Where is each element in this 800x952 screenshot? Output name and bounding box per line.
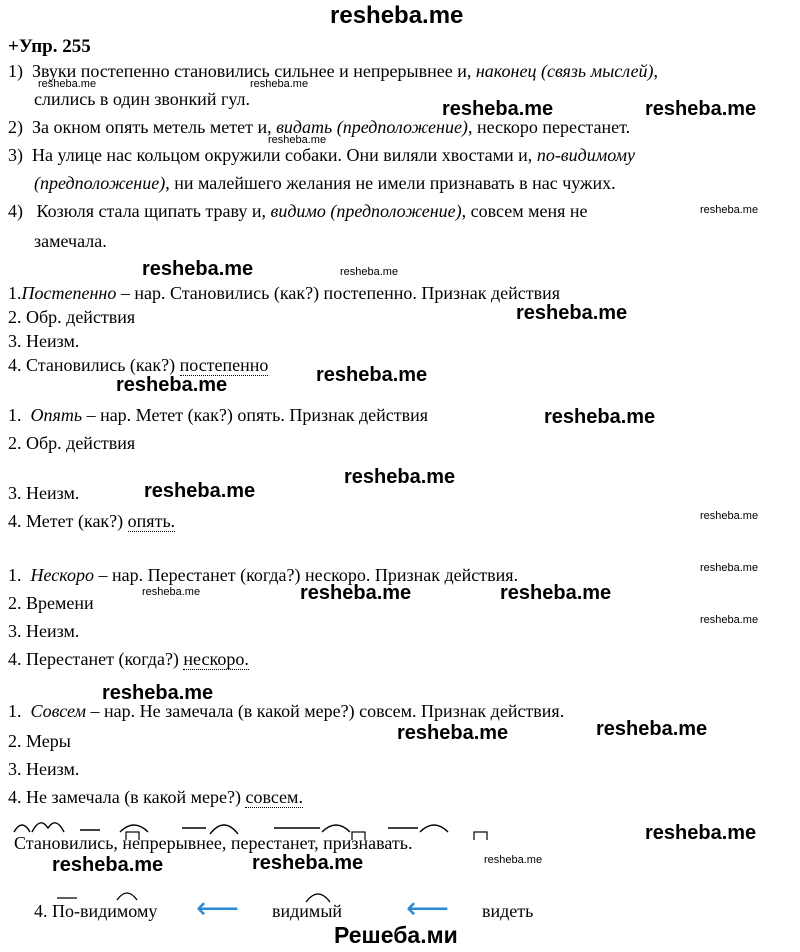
derivation-word-2: видимый <box>272 901 343 921</box>
watermark: resheba.me <box>544 406 656 428</box>
analysis-2-line-3: 3. Неизм. <box>8 483 80 503</box>
watermark: resheba.me <box>516 302 628 324</box>
watermark: resheba.me <box>442 98 554 120</box>
analysis-3-line-1: 1. Нескоро – нар. Перестанет (когда?) нескоро. Признак действия. <box>8 565 519 585</box>
watermark: resheba.me <box>38 78 97 90</box>
watermark: resheba.me <box>340 266 399 278</box>
analysis-1-line-3: 3. Неизм. <box>8 331 80 351</box>
watermark: resheba.me <box>700 204 759 216</box>
watermark: resheba.me <box>116 374 228 396</box>
sentence-1-cont: слились в один звонкий гул. <box>34 89 251 109</box>
site-footer: Решеба.ми <box>334 922 458 948</box>
watermark: resheba.me <box>645 822 757 844</box>
watermark: resheba.me <box>144 480 256 502</box>
sentence-3: 3) На улице нас кольцом окружили собаки. Они виляли хвостами и, по-видимому <box>8 145 636 165</box>
analysis-4-line-1: 1. Совсем – нар. Не замечала (в какой мере?) совсем. Признак действия. <box>8 701 565 721</box>
analysis-3-line-2: 2. Времени <box>8 593 94 613</box>
watermark: resheba.me <box>484 854 543 866</box>
watermark: resheba.me <box>316 364 428 386</box>
analysis-1-line-1: 1.Постепенно – нар. Становились (как?) постепенно. Признак действия <box>8 283 561 303</box>
derivation-root-mark-icon <box>302 886 342 904</box>
arrow-left-icon: ⟵ <box>196 891 240 926</box>
analysis-1-line-4: 4. Становились (как?) постепенно <box>8 355 269 375</box>
sentence-3-cont: (предположение), ни малейшего желания не имели признавать в нас чужих. <box>34 173 616 193</box>
analysis-2-line-2: 2. Обр. действия <box>8 433 136 453</box>
analysis-2-line-4: 4. Метет (как?) опять. <box>8 511 176 531</box>
sentence-1: 1) Звуки постепенно становились сильнее и непрерывнее и, наконец (связь мыслей), <box>8 61 659 81</box>
site-header: resheba.me <box>330 2 464 29</box>
watermark: resheba.me <box>250 78 309 90</box>
analysis-4-line-2: 2. Меры <box>8 731 71 751</box>
watermark: resheba.me <box>142 258 254 280</box>
sentence-2: 2) За окном опять метель метет и, видать (предположение), нескоро перестанет. <box>8 117 631 137</box>
exercise-title: +Упр. 255 <box>8 36 91 57</box>
sentence-4: 4) Козюля стала щипать траву и, видимо (предположение), совсем меня не <box>8 201 588 221</box>
watermark: resheba.me <box>500 582 612 604</box>
watermark: resheba.me <box>700 510 759 522</box>
watermark: resheba.me <box>142 586 201 598</box>
watermark: resheba.me <box>344 466 456 488</box>
derivation-morph-marks-icon <box>55 884 175 904</box>
derivation-word-3: видеть <box>482 901 534 921</box>
watermark: resheba.me <box>700 614 759 626</box>
watermark: resheba.me <box>596 718 708 740</box>
arrow-left-icon-2: ⟵ <box>406 891 450 926</box>
analysis-4-line-4: 4. Не замечала (в какой мере?) совсем. <box>8 787 303 807</box>
watermark: resheba.me <box>52 854 164 876</box>
morpheme-line: Становились, непрерывнее, перестанет, признавать. <box>14 833 413 853</box>
analysis-2-line-1: 1. Опять – нар. Метет (как?) опять. Признак действия <box>8 405 428 425</box>
watermark: resheba.me <box>268 134 327 146</box>
watermark: resheba.me <box>300 582 412 604</box>
analysis-1-line-2: 2. Обр. действия <box>8 307 136 327</box>
analysis-3-line-3: 3. Неизм. <box>8 621 80 641</box>
derivation-label: 4. По-видимому <box>34 901 158 921</box>
sentence-4-cont: замечала. <box>34 231 107 251</box>
watermark: resheba.me <box>102 682 214 704</box>
watermark: resheba.me <box>700 562 759 574</box>
watermark: resheba.me <box>397 722 509 744</box>
watermark: resheba.me <box>252 852 364 874</box>
analysis-3-line-4: 4. Перестанет (когда?) нескоро. <box>8 649 249 669</box>
analysis-4-line-3: 3. Неизм. <box>8 759 80 779</box>
watermark: resheba.me <box>645 98 757 120</box>
